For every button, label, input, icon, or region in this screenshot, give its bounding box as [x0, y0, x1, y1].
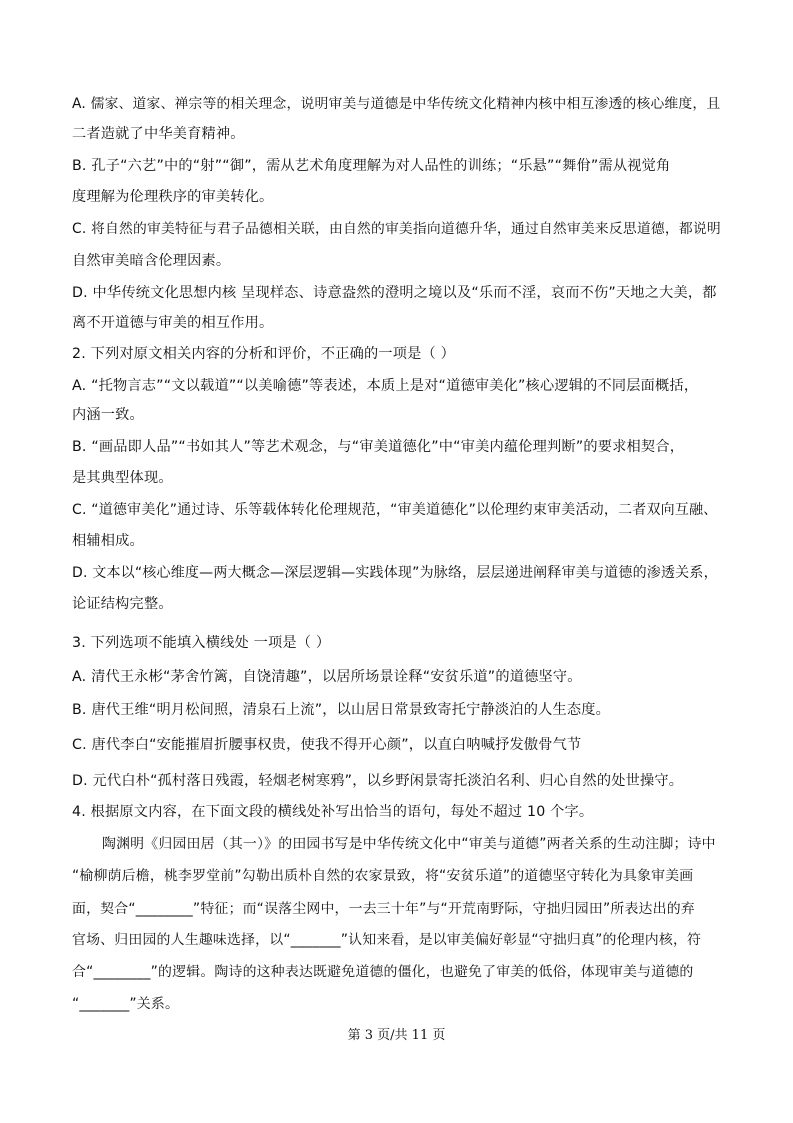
q1-option-d-line2: 离不开道德与审美的相互作用。 [72, 315, 274, 331]
q4-passage-line4: 官场、归田园的人生趣味选择，以“_______”认知来看，是以审美偏好彰显“守拙归真”的伦理内核，符 [72, 932, 702, 948]
q4-passage-line2: “榆柳荫后檐，桃李罗堂前”勾勒出质朴自然的农家景致，将“安贫乐道”的道德坚守转化为具象审美画 [72, 868, 694, 884]
page-number-footer: 第 3 页/共 11 页 [347, 1028, 446, 1043]
q1-option-a-line1: A. 儒家、道家、禅宗等的相关理念，说明审美与道德是中华传统文化精神内核中相互渗透的核心维度，且 [72, 96, 721, 112]
q4-passage-line1: 陶渊明《归园田居（其一）》的田园书写是中华传统文化中“审美与道德”两者关系的生动注脚；诗中 [102, 836, 716, 852]
q3-option-b: B. 唐代王维“明月松间照，清泉石上流”，以山居日常景致寄托宁静淡泊的人生态度。 [72, 702, 611, 718]
q1-option-d-line1: D. 中华传统文化思想内核 呈现样态、诗意盎然的澄明之境以及“乐而不淫，哀而不伤”天地之大美，都 [72, 285, 717, 301]
q2-option-c-line1: C. “道德审美化”通过诗、乐等载体转化伦理规范，“审美道德化”以伦理约束审美活动，二者双向互融、 [72, 502, 718, 518]
q3-option-d: D. 元代白朴“孤村落日残霞，轻烟老树寒鸦”，以乡野闲景寄托淡泊名利、归心自然的处世操守。 [72, 773, 684, 789]
q2-option-b-line2: 是其典型体现。 [72, 470, 173, 486]
q4-passage-line5: 合“________”的逻辑。陶诗的这种表达既避免道德的僵化，也避免了审美的低俗，体现审美与道德的 [72, 964, 694, 980]
q2-option-d-line1: D. 文本以“核心维度—两大概念—深层逻辑—实践体现”为脉络，层层递进阐释审美与道德的渗透关系， [72, 565, 718, 581]
q2-option-a-line1: A. “托物言志”“文以载道”“以美喻德”等表述，本质上是对“道德审美化”核心逻辑的不同层面概括， [72, 378, 699, 394]
q2-option-a-line2: 内涵一致。 [72, 407, 144, 423]
question-3-stem: 3. 下列选项不能填入横线处 一项是（ ） [72, 635, 331, 651]
question-2-stem: 2. 下列对原文相关内容的分析和评价，不正确的一项是（ ） [72, 346, 456, 362]
q4-passage-line6: “_______”关系。 [72, 996, 180, 1012]
q2-option-c-line2: 相辅相成。 [72, 533, 144, 549]
q3-option-a: A. 清代王永彬“茅舍竹篱，自饶清趣”，以居所场景诠释“安贫乐道”的道德坚守。 [72, 669, 582, 685]
q1-option-b-line1: B. 孔子“六艺”中的“射”“御”，需从艺术角度理解为对人品性的训练；“乐悬”“舞佾”需从视觉角 [72, 158, 671, 174]
question-4-stem: 4. 根据原文内容，在下面文段的横线处补写出恰当的语句，每处不超过 10 个字。 [72, 804, 594, 820]
q1-option-c-line1: C. 将自然的审美特征与君子品德相关联，由自然的审美指向道德升华，通过自然审美来反思道德，都说明 [72, 221, 721, 237]
q1-option-a-line2: 二者造就了中华美育精神。 [72, 126, 245, 142]
q3-option-c: C. 唐代李白“安能摧眉折腰事权贵，使我不得开心颜”，以直白呐喊抒发傲骨气节 [72, 737, 582, 753]
q1-option-c-line2: 自然审美暗含伦理因素。 [72, 253, 231, 269]
q4-passage-line3: 面，契合“________”特征；而“误落尘网中，一去三十年”与“开荒南野际，守拙归园田”所表达出的弃 [72, 901, 695, 917]
q1-option-b-line2: 度理解为伦理秩序的审美转化。 [72, 189, 274, 205]
q2-option-d-line2: 论证结构完整。 [72, 596, 173, 612]
q2-option-b-line1: B. “画品即人品”“书如其人”等艺术观念，与“审美道德化”中“审美内蕴伦理判断”的要求相契合， [72, 439, 685, 455]
